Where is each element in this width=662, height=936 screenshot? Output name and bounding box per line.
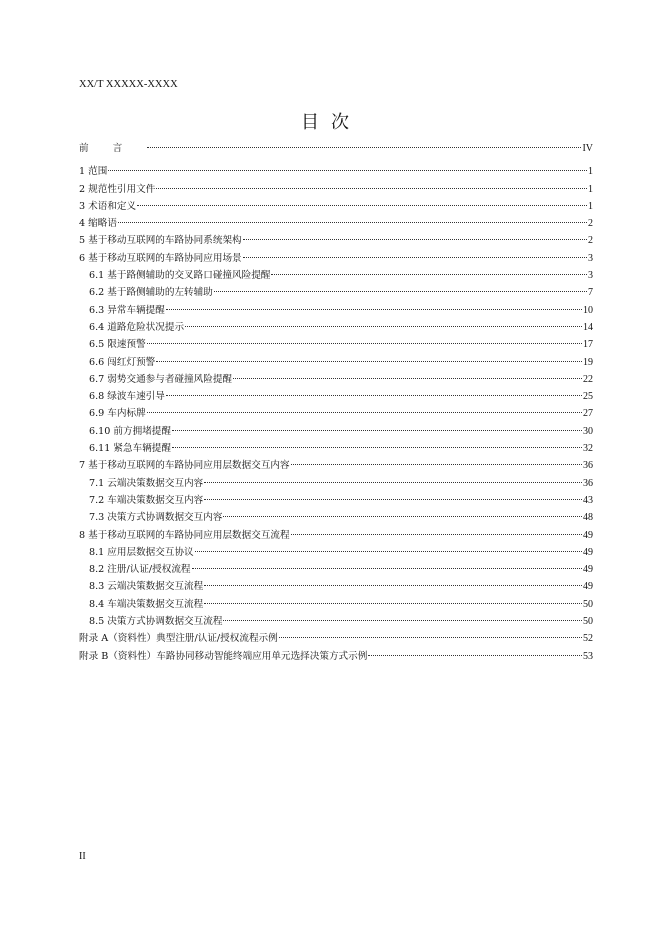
toc-leader-dots: [233, 378, 582, 379]
toc-entry[interactable]: [79, 423, 593, 440]
toc-entry-page: 49: [583, 581, 593, 593]
toc-entry-title: 6.1 基于路侧辅助的交叉路口碰撞风险提醒: [89, 270, 271, 282]
toc-leader-dots: [147, 412, 582, 413]
toc-entry[interactable]: [79, 250, 593, 267]
toc-leader-dots: [291, 534, 582, 535]
toc-entry[interactable]: [79, 630, 593, 647]
toc-entry[interactable]: [79, 457, 593, 474]
toc-entry-page: 2: [588, 218, 593, 230]
toc-entry[interactable]: [79, 405, 593, 422]
toc-entry-page: 1: [588, 166, 593, 178]
toc-entry-page: 25: [583, 391, 593, 403]
toc-entry-page: 19: [583, 356, 593, 368]
toc-entry-title: 附录 A（资料性）典型注册/认证/授权流程示例: [79, 633, 278, 645]
toc-entry[interactable]: [79, 198, 593, 215]
toc-entry-title: 前言: [79, 143, 147, 154]
toc-entry[interactable]: [79, 267, 593, 284]
toc-entry-title: 4 缩略语: [79, 218, 117, 230]
toc-entry-title: 8.2 注册/认证/授权流程: [89, 564, 191, 576]
page-title: 目次: [301, 112, 361, 133]
toc-entry-page: 1: [588, 200, 593, 212]
toc-entry[interactable]: [79, 613, 593, 630]
toc-entry[interactable]: [79, 544, 593, 561]
toc-entry[interactable]: [79, 215, 593, 232]
toc-entry-page: 36: [583, 460, 593, 472]
toc-entry-title: 5 基于移动互联网的车路协同系统架构: [79, 235, 242, 247]
toc-leader-dots: [223, 620, 582, 621]
toc-entry-title: 8.5 决策方式协调数据交互流程: [89, 616, 223, 628]
toc-entry-page: IV: [582, 143, 593, 154]
toc-entry[interactable]: [79, 648, 593, 665]
toc-leader-dots: [204, 499, 582, 500]
toc-entry[interactable]: [79, 578, 593, 595]
toc-leader-dots: [137, 205, 587, 206]
toc-entry-title: 7.2 车端决策数据交互内容: [89, 494, 204, 506]
toc-entry[interactable]: [79, 336, 593, 353]
toc-entry-title: 7.3 决策方式协调数据交互内容: [89, 512, 223, 524]
toc-entry-page: 52: [583, 633, 593, 645]
toc-leader-dots: [108, 170, 587, 171]
toc-leader-dots: [118, 222, 587, 223]
toc-entry-title: 3 术语和定义: [79, 200, 137, 212]
toc-leader-dots: [172, 447, 582, 448]
toc-entry[interactable]: [79, 561, 593, 578]
toc-entry-page: 50: [583, 598, 593, 610]
toc-entry-title: 8.3 云端决策数据交互流程: [89, 581, 204, 593]
toc-entry[interactable]: [79, 440, 593, 457]
toc-entry[interactable]: [79, 527, 593, 544]
toc-entry-page: 49: [583, 564, 593, 576]
toc-entry-title: 7.1 云端决策数据交互内容: [89, 477, 204, 489]
toc-leader-dots: [185, 326, 582, 327]
toc-entry-title: 6.11 紧急车辆提醒: [89, 443, 171, 455]
toc-entry-title: 6.5 限速预警: [89, 339, 146, 351]
toc-entry-page: 10: [583, 304, 593, 316]
toc-leader-dots: [195, 551, 582, 552]
toc-leader-dots: [204, 603, 582, 604]
toc-leader-dots: [243, 257, 587, 258]
toc-entry-title: 6.4 道路危险状况提示: [89, 321, 185, 333]
document-code: XX/T XXXXX-XXXX: [79, 79, 178, 90]
toc-leader-dots: [147, 343, 582, 344]
toc-entry[interactable]: [79, 319, 593, 336]
toc-entry[interactable]: [79, 302, 593, 319]
toc-entry-title: 6.8 绿波车速引导: [89, 391, 165, 403]
toc-entry-page: 1: [588, 183, 593, 195]
toc-entry[interactable]: [79, 509, 593, 526]
toc-entry[interactable]: [79, 371, 593, 388]
toc-leader-dots: [279, 637, 582, 638]
toc-entry-page: 22: [583, 373, 593, 385]
toc-entry-title: 8.1 应用层数据交互协议: [89, 546, 194, 558]
toc-entry-page: 50: [583, 616, 593, 628]
toc-entry-title: 6.9 车内标牌: [89, 408, 146, 420]
toc-leader-dots: [166, 309, 582, 310]
toc-leader-dots: [166, 395, 582, 396]
toc-entry-page: 2: [588, 235, 593, 247]
toc-leader-dots: [291, 464, 582, 465]
page-number: II: [79, 851, 86, 862]
toc-leader-dots: [192, 568, 582, 569]
toc-entry-title: 8 基于移动互联网的车路协同应用层数据交互流程: [79, 529, 290, 541]
toc-entry-page: 17: [583, 339, 593, 351]
toc-leader-dots: [271, 274, 587, 275]
toc-entry[interactable]: [79, 596, 593, 613]
toc-entry[interactable]: [79, 284, 593, 301]
toc-leader-dots: [156, 188, 587, 189]
toc-leader-dots: [172, 430, 582, 431]
toc-entry-page: 48: [583, 512, 593, 524]
toc-entry-page: 7: [588, 287, 593, 299]
toc-entry-page: 3: [588, 270, 593, 282]
table-of-contents: [79, 140, 593, 665]
toc-leader-dots: [214, 291, 587, 292]
toc-entry[interactable]: [79, 475, 593, 492]
toc-entry[interactable]: [79, 492, 593, 509]
toc-entry-title: 1 范围: [79, 166, 108, 178]
toc-entry-title: 6.7 弱势交通参与者碰撞风险提醒: [89, 373, 233, 385]
toc-entry-title: 6.2 基于路侧辅助的左转辅助: [89, 287, 213, 299]
toc-leader-dots: [156, 361, 582, 362]
toc-leader-dots: [243, 239, 587, 240]
toc-leader-dots: [204, 482, 582, 483]
toc-entry-page: 43: [583, 494, 593, 506]
toc-entry-title: 2 规范性引用文件: [79, 183, 156, 195]
toc-leader-dots: [147, 147, 581, 148]
toc-entry[interactable]: [79, 388, 593, 405]
toc-entry-page: 32: [583, 443, 593, 455]
toc-entry-page: 49: [583, 546, 593, 558]
toc-entry-page: 14: [583, 321, 593, 333]
toc-entry[interactable]: [79, 163, 593, 180]
toc-entry[interactable]: [79, 354, 593, 371]
toc-entry[interactable]: [79, 181, 593, 198]
toc-entry-page: 3: [588, 252, 593, 264]
toc-entry-title: 6 基于移动互联网的车路协同应用场景: [79, 252, 242, 264]
toc-entry-page: 27: [583, 408, 593, 420]
toc-leader-dots: [204, 585, 582, 586]
toc-entry-title: 6.10 前方拥堵提醒: [89, 425, 171, 437]
toc-leader-dots: [223, 516, 582, 517]
toc-entry[interactable]: [79, 140, 593, 157]
toc-entry-page: 30: [583, 425, 593, 437]
toc-entry-title: 8.4 车端决策数据交互流程: [89, 598, 204, 610]
toc-entry-title: 6.3 异常车辆提醒: [89, 304, 165, 316]
toc-entry-title: 6.6 闯红灯预警: [89, 356, 156, 368]
toc-entry-page: 53: [583, 650, 593, 662]
toc-entry-title: 附录 B（资料性）车路协同移动智能终端应用单元选择决策方式示例: [79, 650, 368, 662]
toc-entry[interactable]: [79, 232, 593, 249]
toc-leader-dots: [368, 655, 582, 656]
toc-entry-title: 7 基于移动互联网的车路协同应用层数据交互内容: [79, 460, 290, 472]
toc-entry-page: 36: [583, 477, 593, 489]
toc-entry-page: 49: [583, 529, 593, 541]
